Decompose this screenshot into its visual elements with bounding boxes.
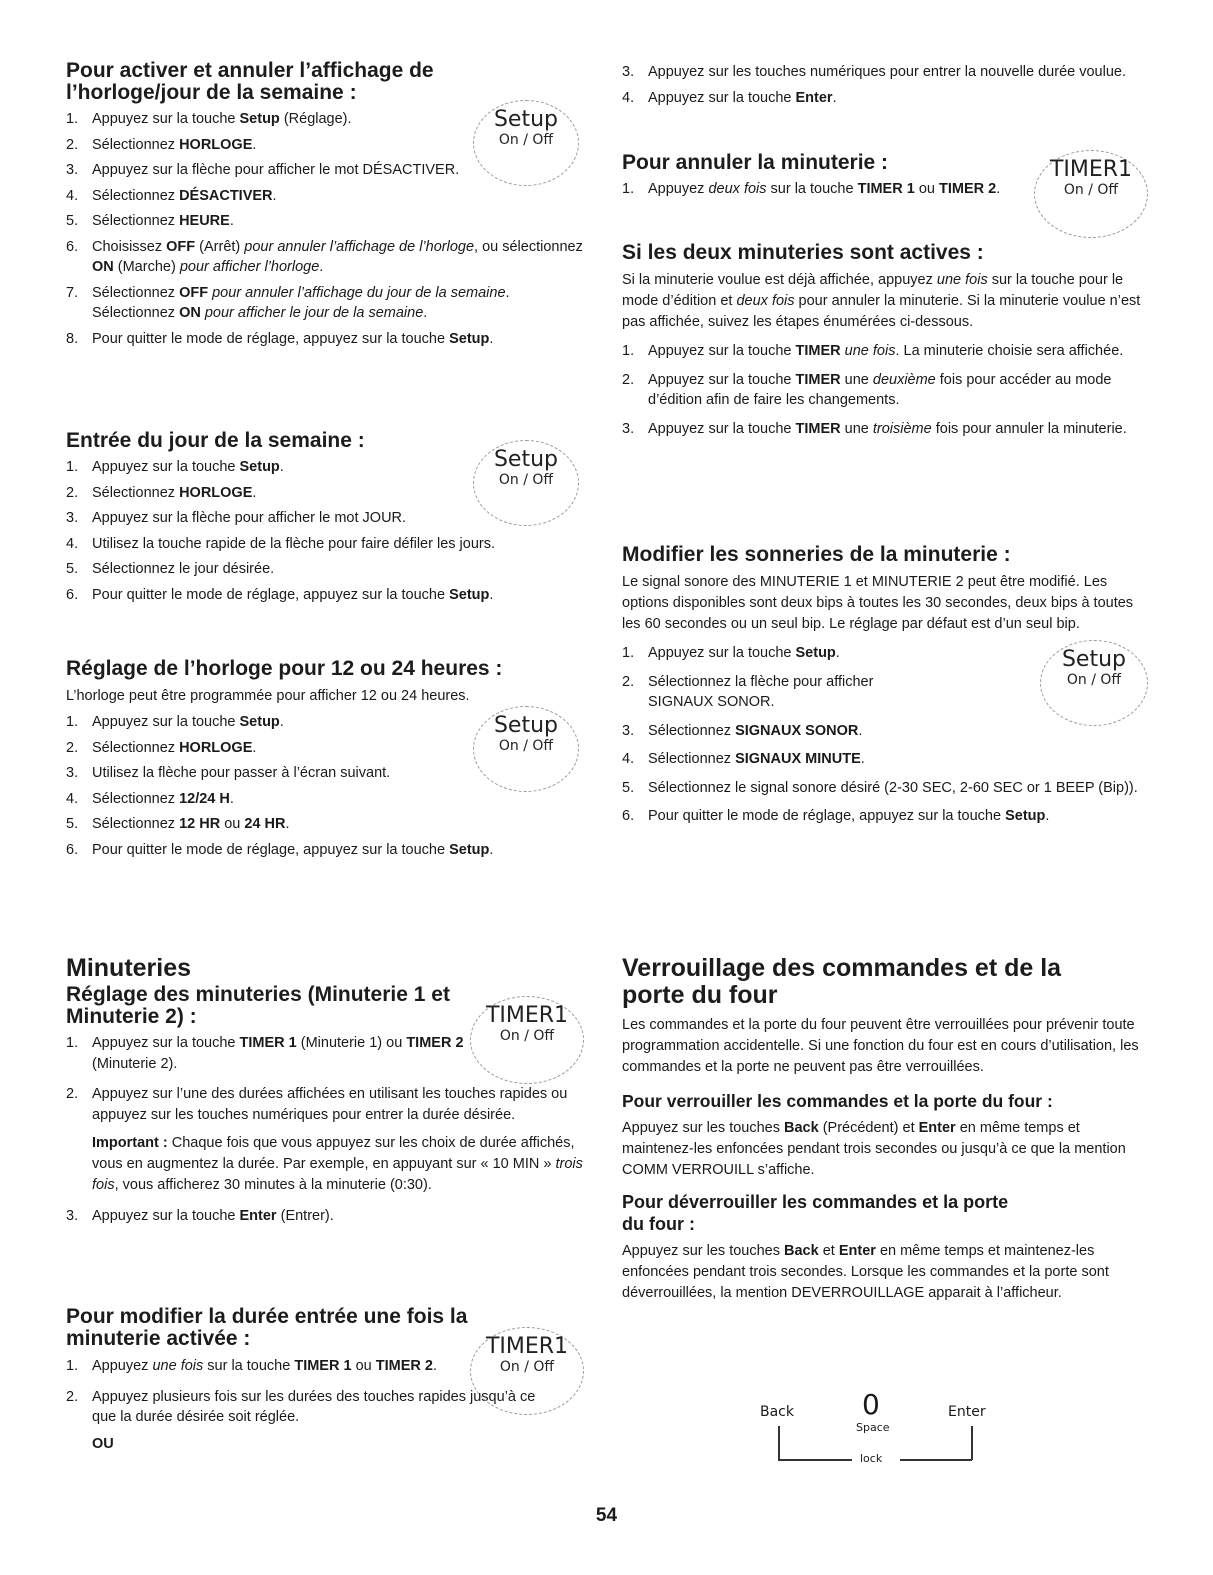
timers-setting-heading: Réglage des minuteries (Minuterie 1 et Minuterie 2) : (66, 983, 450, 1028)
list-item: 1. Appuyez sur la touche Setup. (66, 714, 284, 730)
list-item: 4. Sélectionnez DÉSACTIVER. (66, 187, 277, 204)
list-item: 3. Utilisez la flèche pour passer à l’écran suivant. (66, 765, 391, 781)
list-item: 1. Appuyez sur la touche Setup (Réglage). (66, 111, 352, 127)
timer1-key-icon: TIMER1 On / Off (1034, 150, 1148, 238)
timers-title: Minuteries (66, 954, 192, 982)
page-number: 54 (595, 1505, 618, 1526)
list-item: 3. Appuyez sur la touche TIMER une troisième fois pour annuler la minuterie. (622, 420, 1127, 437)
setup-key-icon: Setup On / Off (473, 440, 579, 526)
list-item: 5. Sélectionnez 12 HR ou 24 HR. (66, 816, 290, 832)
clock-12-24-intro: L’horloge peut être programmée pour afficher 12 ou 24 heures. (66, 688, 470, 704)
list-item: 2. Appuyez sur l’une des durées affichées en utilisant les touches rapides ou appuyez sur les touches numériques pour entrer la durée désirée. (66, 1086, 568, 1123)
timers-section (66, 955, 586, 1227)
setup-key-icon: Setup On / Off (1040, 640, 1148, 726)
timer-tones-heading: Modifier les sonneries de la minuterie : (622, 543, 1011, 566)
list-item: 5. Sélectionnez le signal sonore désiré (2-30 SEC, 2-60 SEC or 1 BEEP (Bip)). (622, 779, 1138, 796)
bracket-right-vertical (971, 1426, 973, 1460)
modify-timer-heading: Pour modifier la durée entrée une fois la minuterie activée : (66, 1305, 468, 1350)
list-item: 6. Choisissez OFF (Arrêt) pour annuler l’affichage de l’horloge, ou sélectionnez ON (Marche) pour afficher l’horloge. (66, 238, 583, 275)
lockout-section (622, 955, 1147, 1304)
lockout-title: Verrouillage des commandes et de la porte du four (622, 954, 1062, 1009)
list-item: 6. Pour quitter le mode de réglage, appuyez sur la touche Setup. (66, 841, 494, 858)
both-timers-heading: Si les deux minuteries sont actives : (622, 241, 984, 264)
zero-key-label: 0 (862, 1388, 880, 1421)
list-item: 3. Appuyez sur la touche Enter (Entrer). (66, 1208, 334, 1224)
lock-heading: Pour verrouiller les commandes et la porte du four : (622, 1091, 1053, 1111)
timer1-key-icon: TIMER1 On / Off (470, 1327, 584, 1415)
unlock-text: Appuyez sur les touches Back et Enter en même temps et maintenez-les enfoncées pendant trois secondes. Lorsque les commandes et la porte sont déverrouillées, la mention DEVERROUILLAGE apparait à l’afficheur. (622, 1243, 1109, 1301)
space-key-label: Space (856, 1421, 890, 1434)
list-item: 1. Appuyez sur la touche TIMER 1 (Minuterie 1) ou TIMER 2 (Minuterie 2). (66, 1035, 464, 1072)
both-timers-section (622, 242, 1147, 439)
lock-keypad-diagram (760, 1388, 990, 1478)
enter-key-label: Enter (948, 1404, 986, 1420)
list-item: 4. Appuyez sur la touche Enter. (622, 89, 837, 106)
setup-key-icon: Setup On / Off (473, 100, 579, 186)
list-item: 5. Sélectionnez HEURE. (66, 213, 234, 229)
list-item: 3. Appuyez sur la flèche pour afficher le mot JOUR. (66, 510, 407, 526)
list-item: 2. Sélectionnez HORLOGE. (66, 484, 257, 501)
list-item: 4. Sélectionnez 12/24 H. (66, 790, 234, 807)
timer-tones-intro: Le signal sonore des MINUTERIE 1 et MINUTERIE 2 peut être modifié. Les options disponibles sont deux bips à toutes les 30 secondes, deux bips à toutes les 60 secondes ou un seul bip. Le réglage par défaut est d’un seul bip. (622, 574, 1134, 632)
list-item: 3. Sélectionnez SIGNAUX SONOR. (622, 722, 863, 739)
modify-timer-continued (622, 60, 1147, 108)
list-item: 1. Appuyez deux fois sur la touche TIMER 1 ou TIMER 2. (622, 181, 1001, 197)
lockout-intro: Les commandes et la porte du four peuvent être verrouillées pour prévenir toute programmation accidentelle. Si une fonction du four est en cours d’utilisation, les commandes et la porte ne peuvent pas être verrouillées. (622, 1017, 1139, 1075)
setup-key-icon: Setup On / Off (473, 706, 579, 792)
list-item: 4. Sélectionnez SIGNAUX MINUTE. (622, 751, 865, 767)
list-item: 1. Appuyez sur la touche TIMER une fois. La minuterie choisie sera affichée. (622, 343, 1124, 359)
timer1-key-icon: TIMER1 On / Off (470, 996, 584, 1084)
list-item: 3. Appuyez sur les touches numériques pour entrer la nouvelle durée voulue. (622, 64, 1126, 80)
list-item: 2. Appuyez sur la touche TIMER une deuxième fois pour accéder au mode d’édition afin de faire les changements. (622, 371, 1112, 408)
list-item: 1. Appuyez une fois sur la touche TIMER 1 ou TIMER 2. (66, 1358, 437, 1374)
list-item: 4. Utilisez la touche rapide de la flèche pour faire défiler les jours. (66, 535, 495, 552)
list-item: 1. Appuyez sur la touche Setup. (622, 645, 840, 661)
list-item: 6. Pour quitter le mode de réglage, appuyez sur la touche Setup. (66, 586, 494, 603)
list-item: 7. Sélectionnez OFF pour annuler l’affichage du jour de la semaine. Sélectionnez ON pour afficher le jour de la semaine. (66, 284, 510, 321)
list-item: 2. Sélectionnez la flèche pour afficher SIGNAUX SONOR. (622, 673, 874, 710)
important-note: Important : Chaque fois que vous appuyez sur les choix de durée affichés, vous en augmentez la durée. Par exemple, en appuyant sur « 10 MIN » trois fois, vous afficherez 30 minutes à la minuterie (0:30). (92, 1135, 583, 1193)
bracket-right-horizontal (900, 1459, 972, 1461)
unlock-heading: Pour déverrouiller les commandes et la porte du four : (622, 1192, 1009, 1234)
cancel-timer-heading: Pour annuler la minuterie : (622, 151, 889, 174)
list-item: 6. Pour quitter le mode de réglage, appuyez sur la touche Setup. (622, 808, 1050, 824)
list-item: 3. Appuyez sur la flèche pour afficher le mot DÉSACTIVER. (66, 162, 460, 178)
back-key-label: Back (760, 1404, 794, 1420)
list-item: 2. Appuyez plusieurs fois sur les durées des touches rapides jusqu’à ce que la durée désirée soit réglée. (66, 1388, 536, 1425)
day-entry-heading: Entrée du jour de la semaine : (66, 429, 365, 452)
lock-label: lock (860, 1452, 883, 1465)
bracket-left-vertical (778, 1426, 780, 1460)
both-timers-intro: Si la minuterie voulue est déjà affichée, appuyez une fois sur la touche pour le mode d’édition et deux fois pour annuler la minuterie. Si la minuterie voulue n’est pas affichée, suivez les étapes énumérées ci-dessous. (622, 272, 1141, 330)
list-item: 5. Sélectionnez le jour désirée. (66, 561, 275, 577)
lock-text: Appuyez sur les touches Back (Précédent) et Enter en même temps et maintenez-les enfoncées pendant trois secondes ou jusqu’à ce que la mention COMM VERROUILL s’affiche. (622, 1120, 1126, 1178)
bracket-left-horizontal (778, 1459, 852, 1461)
list-item: 8. Pour quitter le mode de réglage, appuyez sur la touche Setup. (66, 330, 494, 347)
list-item: 2. Sélectionnez HORLOGE. (66, 136, 257, 153)
or-label: OU (92, 1435, 114, 1452)
clock-12-24-heading: Réglage de l’horloge pour 12 ou 24 heures : (66, 657, 503, 680)
list-item: 2. Sélectionnez HORLOGE. (66, 739, 257, 756)
clock-display-heading: Pour activer et annuler l’affichage de l’horloge/jour de la semaine : (66, 59, 434, 104)
list-item: 1. Appuyez sur la touche Setup. (66, 459, 284, 475)
